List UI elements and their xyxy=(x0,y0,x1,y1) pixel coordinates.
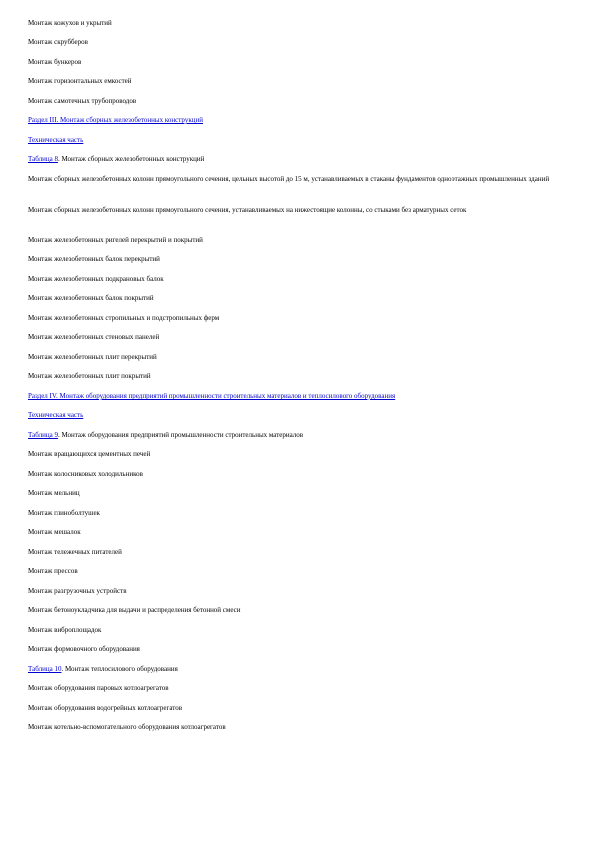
table-heading: Таблица 10. Монтаж теплосилового оборудования xyxy=(28,665,178,673)
section-heading-link xyxy=(28,391,568,401)
technical-part-line xyxy=(28,410,568,420)
list-item: Монтаж горизонтальных емкостей xyxy=(28,77,132,85)
list-item: Монтаж глиноболтушек xyxy=(28,509,100,517)
list-item: Монтаж мельниц xyxy=(28,489,80,497)
list-item: Монтаж железобетонных подкрановых балок xyxy=(28,275,164,283)
list-item: Монтаж колосниковых холодильников xyxy=(28,470,143,478)
section-3-link[interactable]: Раздел III. Монтаж сборных железобетонных конструкций xyxy=(28,116,203,124)
table-heading: Таблица 8. Монтаж сборных железобетонных конструкций xyxy=(28,155,205,163)
section-4-link[interactable]: Раздел IV. Монтаж оборудования предприятий промышленности строительных материалов и теплосилового оборудования xyxy=(28,392,396,400)
list-item: Монтаж бетоноукладчика для выдачи и распределения бетонной смеси xyxy=(28,606,241,614)
list-item: Монтаж скрубберов xyxy=(28,38,88,46)
list-item: Монтаж железобетонных плит перекрытий xyxy=(28,353,157,361)
table-8-link[interactable]: Таблица 8 xyxy=(28,155,58,163)
table-9-link[interactable]: Таблица 9 xyxy=(28,431,58,439)
list-item: Монтаж железобетонных стропильных и подстропильных ферм xyxy=(28,314,220,322)
list-item: Монтаж железобетонных плит покрытий xyxy=(28,372,151,380)
list-item: Монтаж сборных железобетонных колонн прямоугольного сечения, цельных высотой до 15 м, устанавливаемых в стаканы фундаментов одноэтажных промышленных зданий xyxy=(28,175,550,183)
table-heading: Таблица 9. Монтаж оборудования предприятий промышленности строительных материалов xyxy=(28,431,304,439)
list-item: Монтаж железобетонных балок перекрытий xyxy=(28,255,160,263)
list-item: Монтаж оборудования паровых котлоагрегатов xyxy=(28,684,169,692)
list-item: Монтаж железобетонных балок покрытий xyxy=(28,294,154,302)
list-item: Монтаж бункеров xyxy=(28,58,82,66)
table-10-link[interactable]: Таблица 10 xyxy=(28,665,62,673)
list-item: Монтаж железобетонных ригелей перекрытий и покрытий xyxy=(28,236,203,244)
technical-part-line xyxy=(28,135,568,145)
list-item: Монтаж формовочного оборудования xyxy=(28,645,140,653)
technical-part-link[interactable]: Техническая часть xyxy=(28,411,84,419)
list-item: Монтаж прессов xyxy=(28,567,78,575)
technical-part-link[interactable]: Техническая часть xyxy=(28,136,84,144)
list-item: Монтаж разгрузочных устройств xyxy=(28,587,127,595)
section-heading-link xyxy=(28,115,568,125)
list-item: Монтаж кожухов и укрытий xyxy=(28,19,112,27)
list-item: Монтаж железобетонных стеновых панелей xyxy=(28,333,160,341)
list-item: Монтаж самотечных трубопроводов xyxy=(28,97,137,105)
list-item: Монтаж котельно-вспомогательного оборудования котлоагрегатов xyxy=(28,723,226,731)
list-item: Монтаж вращающихся цементных печей xyxy=(28,450,151,458)
list-item: Монтаж сборных железобетонных колонн прямоугольного сечения, устанавливаемых на нижестоящие колонны, со стыками без арматурных сеток xyxy=(28,206,467,214)
list-item: Монтаж мешалок xyxy=(28,528,81,536)
list-item: Монтаж виброплощадок xyxy=(28,626,102,634)
list-item: Монтаж оборудования водогрейных котлоагрегатов xyxy=(28,704,183,712)
list-item: Монтаж тележечных питателей xyxy=(28,548,122,556)
